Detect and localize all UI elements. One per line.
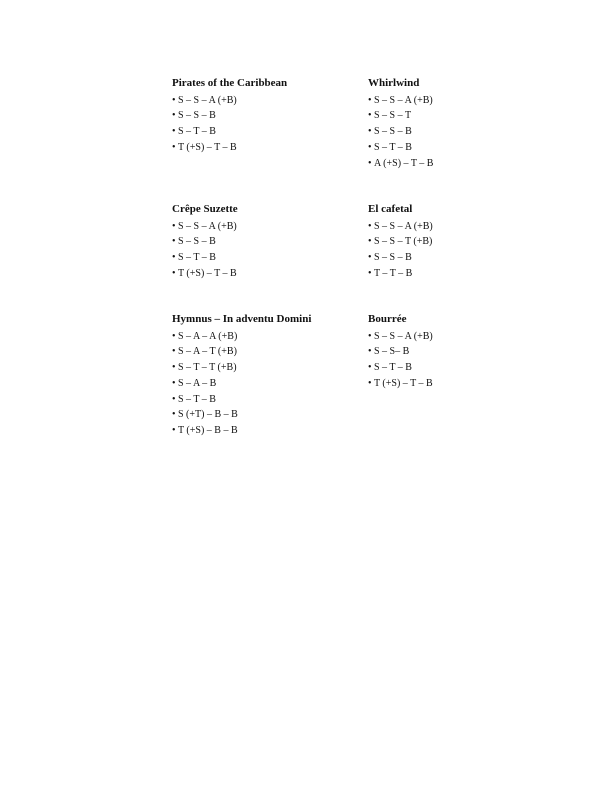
bullet-icon: • [172,220,176,232]
list-item [172,250,362,266]
list-item [368,376,558,392]
list-item [368,250,558,266]
item-text: S – S – A (+B) [374,330,433,342]
bullet-icon: • [368,362,372,374]
list-item [172,329,362,345]
bullet-icon: • [368,110,372,122]
voicing-list [172,329,362,440]
list-item [172,140,362,156]
bullet-icon: • [172,393,176,405]
item-text: S – S – B [374,252,412,264]
bullet-icon: • [172,110,176,122]
section-crepe-suzette [172,203,362,282]
bullet-icon: • [368,94,372,106]
bullet-icon: • [368,236,372,248]
list-item [172,376,362,392]
bullet-icon: • [172,346,176,358]
section-title: El cafetal [368,203,413,215]
voicing-list [368,329,558,392]
section-pirates-of-the-caribbean [172,77,362,156]
item-text: S – S– B [374,346,410,358]
item-text: S – S – T (+B) [374,236,433,248]
voicing-list [368,93,558,172]
bullet-icon: • [172,377,176,389]
bullet-icon: • [172,330,176,342]
bullet-icon: • [172,236,176,248]
list-item [172,423,362,439]
item-text: T – T – B [374,267,413,279]
voicing-list [172,219,362,282]
item-text: T (+S) – T – B [178,141,237,153]
list-item [368,156,558,172]
item-text: A (+S) – T – B [374,157,434,169]
list-item [172,392,362,408]
item-text: S – S – A (+B) [374,94,433,106]
voicing-list [368,219,558,282]
bullet-icon: • [368,141,372,153]
bullet-icon: • [368,126,372,138]
list-item [172,234,362,250]
bullet-icon: • [172,252,176,264]
list-item [368,124,558,140]
section-title: Bourrée [368,313,407,325]
list-item [172,219,362,235]
bullet-icon: • [172,126,176,138]
section-title: Crêpe Suzette [172,203,238,215]
item-text: S – S – B [178,236,216,248]
list-item [172,93,362,109]
list-item [368,108,558,124]
item-text: S – S – B [178,110,216,122]
bullet-icon: • [172,141,176,153]
section-whirlwind [368,77,558,171]
bullet-icon: • [368,330,372,342]
item-text: S – S – A (+B) [374,220,433,232]
list-item [368,360,558,376]
voicing-list [172,93,362,156]
section-bourree [368,313,558,392]
bullet-icon: • [172,425,176,437]
section-hymnus-in-adventu-domini [172,313,362,439]
bullet-icon: • [368,157,372,169]
item-text: S – T – B [178,393,216,405]
item-text: S – A – T (+B) [178,346,237,358]
bullet-icon: • [172,267,176,279]
item-text: S – A – B [178,377,217,389]
list-item [368,234,558,250]
list-item [368,219,558,235]
list-item [368,329,558,345]
item-text: S (+T) – B – B [178,409,238,421]
bullet-icon: • [368,220,372,232]
bullet-icon: • [368,377,372,389]
item-text: S – A – A (+B) [178,330,238,342]
list-item [172,344,362,360]
item-text: S – T – B [178,252,216,264]
item-text: S – T – T (+B) [178,362,237,374]
bullet-icon: • [368,252,372,264]
list-item [368,344,558,360]
item-text: S – T – B [178,126,216,138]
item-text: S – T – B [374,362,412,374]
list-item [172,266,362,282]
list-item [172,360,362,376]
item-text: S – T – B [374,141,412,153]
item-text: T (+S) – T – B [178,267,237,279]
list-item [172,124,362,140]
list-item [368,266,558,282]
list-item [368,93,558,109]
bullet-icon: • [368,346,372,358]
bullet-icon: • [172,94,176,106]
list-item [368,140,558,156]
section-title: Whirlwind [368,77,420,89]
item-text: S – S – A (+B) [178,94,237,106]
bullet-icon: • [172,362,176,374]
list-item [172,407,362,423]
item-text: S – S – T [374,110,412,122]
section-title: Hymnus – In adventu Domini [172,313,312,325]
item-text: S – S – A (+B) [178,220,237,232]
section-title: Pirates of the Caribbean [172,77,288,89]
bullet-icon: • [172,409,176,421]
section-el-cafetal [368,203,558,282]
bullet-icon: • [368,267,372,279]
item-text: T (+S) – B – B [178,425,238,437]
list-item [172,108,362,124]
item-text: T (+S) – T – B [374,377,433,389]
item-text: S – S – B [374,126,412,138]
